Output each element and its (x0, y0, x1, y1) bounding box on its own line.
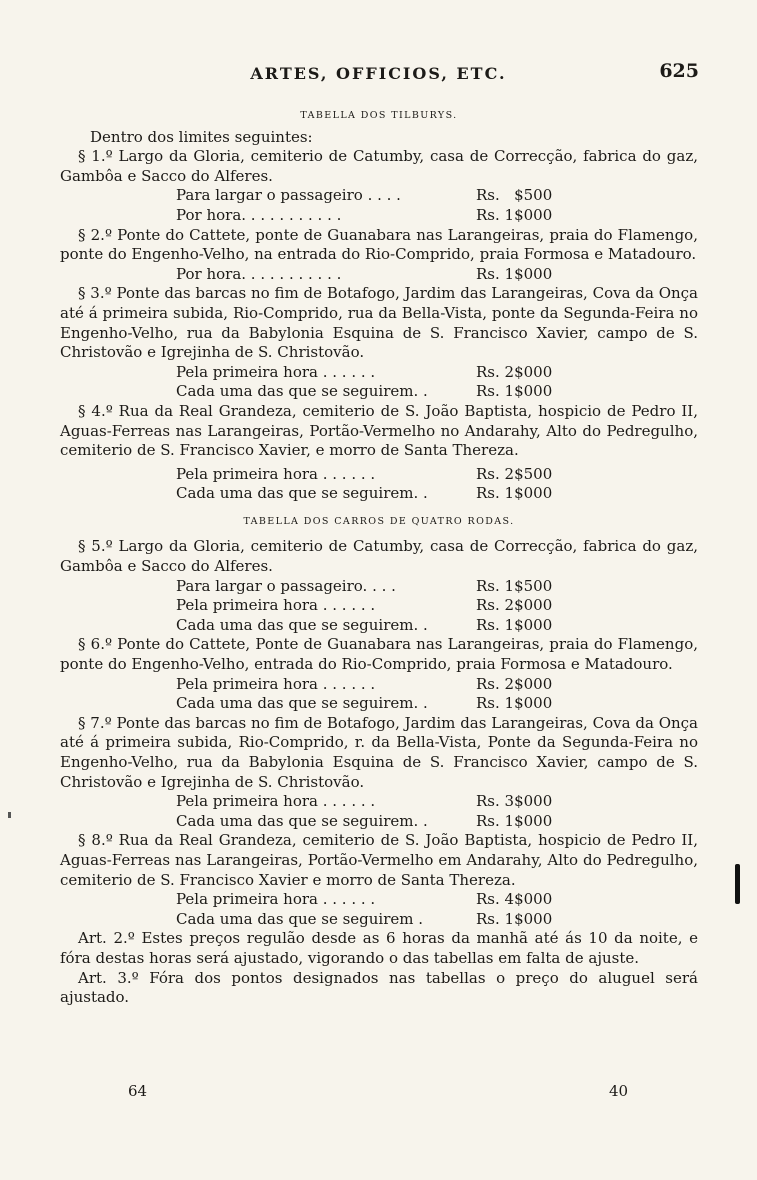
fare-label: Cada uma das que se seguirem. . (176, 382, 428, 401)
fare-amount: Rs. 1$000 (476, 694, 553, 713)
fare-amount: Rs. 2$000 (476, 596, 553, 615)
fare-amount: Rs. 1$000 (476, 811, 553, 830)
article-paragraph: Art. 3.º Fóra dos pontos designados nas tabellas o preço do aluguel será ajustado. (60, 968, 698, 1007)
section-paragraph: § 5.º Largo da Gloria, cemiterio de Catumby, casa de Correcção, fabrica do gaz, Gambôa e Sacco do Alferes. (60, 537, 698, 576)
fare-label: Cada uma das que se seguirem. . (176, 694, 428, 713)
fare-row (176, 596, 576, 616)
fare-amount: Rs. 2$000 (476, 362, 553, 381)
tilburys-section (60, 147, 698, 504)
fare-amount: Rs. 1$000 (476, 909, 553, 928)
fare-row (176, 890, 576, 910)
fare-amount: Rs. 1$000 (476, 615, 553, 634)
fare-amount: Rs. 4$000 (476, 890, 553, 909)
carros-table-title: TABELLA DOS CARROS DE QUATRO RODAS. (243, 515, 515, 527)
signature-mark-left: 64 (128, 1082, 148, 1100)
fare-amount: Rs. 2$500 (476, 464, 553, 483)
fare-row (176, 577, 576, 597)
fare-label: Pela primeira hora . . . . . . (176, 674, 376, 693)
fare-row (176, 812, 576, 832)
fare-row (176, 186, 576, 206)
section-paragraph: § 2.º Ponte do Cattete, ponte de Guanabara nas Larangeiras, praia do Flamengo, ponte do Engenho-Velho, na entrada do Rio-Comprido, praia Formosa e Matadouro. (60, 225, 698, 264)
page-edge-mark (735, 864, 740, 904)
section-paragraph: § 8.º Rua da Real Grandeza, cemiterio de S. João Baptista, hospicio de Pedro II, Aguas-Ferreas nas Larangeiras, Portão-Vermelho em Andarahy, Alto do Pedregulho, cemiterio de S. Francisco Xavier e morro de Santa Thereza. (60, 831, 698, 889)
section-paragraph: § 3.º Ponte das barcas no fim de Botafogo, Jardim das Larangeiras, Cova da Onça até á primeira subida, Rio-Comprido, rua da Bella-Vista, ponte da Segunda-Feira no Engenho-Velho, rua da Babylonia Esquina de S. Francisco Xavier, campo de S. Christovão e Igrejinha de S. Christovão. (60, 284, 698, 362)
fare-label: Para largar o passageiro . . . . (176, 186, 401, 205)
article-paragraph: Art. 2.º Estes preços regulão desde as 6 horas da manhã até ás 10 da noite, e fóra destas horas será ajustado, vigorando o das tabellas em falta de ajuste. (60, 929, 698, 967)
section-paragraph: § 1.º Largo da Gloria, cemiterio de Catumby, casa de Correcção, fabrica do gaz, Gambôa e Sacco do Alferes. (60, 147, 698, 185)
fare-label: Pela primeira hora . . . . . . (176, 362, 376, 381)
fare-row (176, 465, 576, 485)
fare-label: Pela primeira hora . . . . . . (176, 890, 376, 909)
fare-amount: Rs. 1$000 (476, 264, 553, 283)
fare-row (176, 265, 576, 285)
fare-amount: Rs. 2$000 (476, 674, 553, 693)
signature-mark-right: 40 (609, 1082, 629, 1100)
page-body (60, 104, 698, 1008)
fare-amount: Rs. $500 (476, 186, 553, 205)
intro-text: Dentro dos limites seguintes: (90, 127, 313, 146)
fare-label: Cada uma das que se seguirem . (176, 909, 424, 928)
fare-label: Por hora. . . . . . . . . . . (176, 205, 342, 224)
fare-label: Por hora. . . . . . . . . . . (176, 264, 342, 283)
fare-row (176, 206, 576, 226)
section-paragraph: § 4.º Rua da Real Grandeza, cemiterio de S. João Baptista, hospicio de Pedro II, Aguas-Ferreas nas Larangeiras, Portão-Vermelho no Andarahy, Alto do Pedregulho, cemiterio de S. Francisco Xavier, e morro de Santa Thereza. (60, 401, 698, 460)
fare-amount: Rs. 1$500 (476, 576, 553, 595)
fare-row (176, 792, 576, 812)
fare-label: Pela primeira hora . . . . . . (176, 464, 376, 483)
fare-label: Cada uma das que se seguirem. . (176, 811, 428, 830)
fare-amount: Rs. 1$000 (476, 205, 553, 224)
fare-label: Cada uma das que se seguirem. . (176, 615, 428, 634)
fare-row (176, 382, 576, 402)
fare-amount: Rs. 3$000 (476, 792, 553, 811)
carros-section (60, 537, 698, 929)
margin-speck (8, 812, 11, 818)
page-number: 625 (659, 60, 699, 82)
fare-label: Pela primeira hora . . . . . . (176, 596, 376, 615)
fare-amount: Rs. 1$000 (476, 382, 553, 401)
tilburys-table-title: TABELLA DOS TILBURYS. (300, 110, 458, 121)
fare-label: Cada uma das que se seguirem. . (176, 484, 428, 503)
fare-row (176, 694, 576, 714)
section-paragraph: § 7.º Ponte das barcas no fim de Botafogo, Jardim das Larangeiras, Cova da Onça até á primeira subida, Rio-Comprido, r. da Bella-Vista, Ponte da Segunda-Feira no Engenho-Velho, rua da Babylonia Esquina de S. Francisco Xavier, campo de S. Christovão e Igrejinha de S. Christovão. (60, 713, 698, 791)
fare-row (176, 484, 576, 504)
fare-row (176, 910, 576, 930)
fare-row (176, 363, 576, 383)
fare-label: Pela primeira hora . . . . . . (176, 792, 376, 811)
running-header: ARTES, OFFICIOS, ETC. (250, 64, 507, 83)
section-paragraph: § 6.º Ponte do Cattete, Ponte de Guanabara nas Larangeiras, praia do Flamengo, ponte do Engenho-Velho, entrada do Rio-Comprido, praia Formosa e Matadouro. (60, 635, 698, 674)
fare-row (176, 616, 576, 636)
fare-amount: Rs. 1$000 (476, 484, 553, 503)
fare-row (176, 675, 576, 695)
fare-label: Para largar o passageiro. . . . (176, 576, 396, 595)
